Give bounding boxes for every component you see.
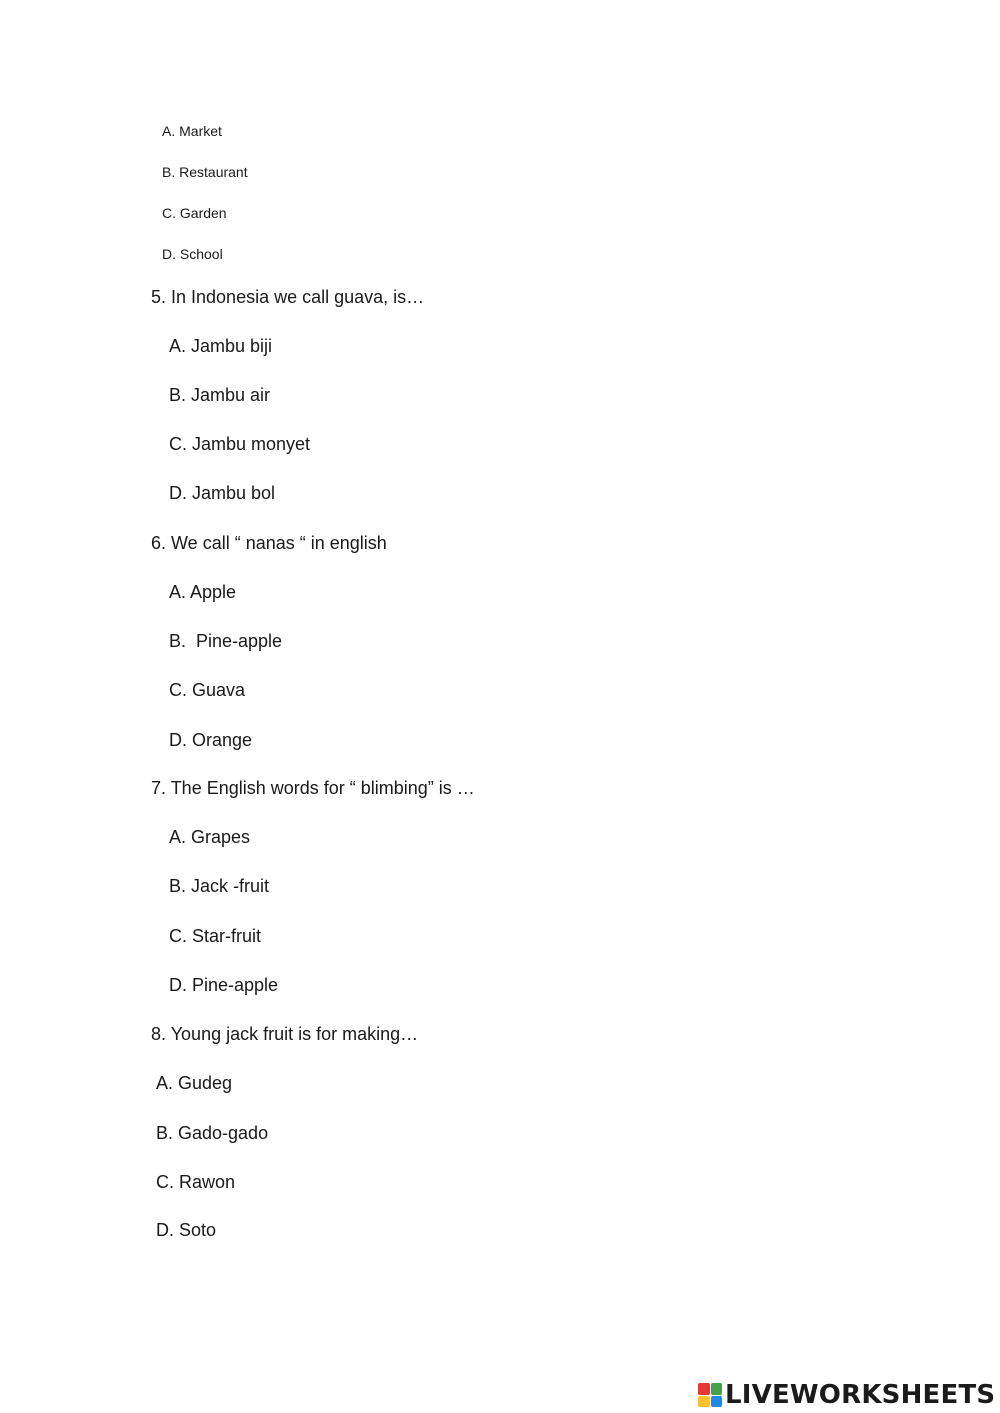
q5-option-a: A. Jambu biji: [169, 336, 273, 356]
logo-square-green: [711, 1383, 723, 1395]
logo-square-red: [698, 1383, 710, 1395]
q8-question: 8. Young jack fruit is for making…: [151, 1024, 419, 1044]
logo-square-blue: [711, 1396, 723, 1408]
q7-option-c: C. Star-fruit: [169, 926, 262, 946]
q6-option-a: A. Apple: [169, 582, 237, 602]
q8-option-a: A. Gudeg: [156, 1073, 233, 1093]
q8-option-b: B. Gado-gado: [156, 1123, 269, 1143]
q7-option-b: B. Jack -fruit: [169, 876, 270, 896]
q7-option-d: D. Pine-apple: [169, 975, 279, 995]
liveworksheets-logo: [698, 1378, 995, 1412]
q8-option-d: D. Soto: [156, 1220, 217, 1240]
q5-option-b: B. Jambu air: [169, 385, 271, 405]
q4-option-b: B. Restaurant: [162, 164, 248, 180]
q8-option-c: C. Rawon: [156, 1172, 236, 1192]
q4-option-d: D. School: [162, 246, 223, 262]
logo-text: LIVEWORKSHEETS: [725, 1380, 996, 1410]
q4-option-c: C. Garden: [162, 205, 227, 221]
q5-option-c: C. Jambu monyet: [169, 434, 311, 454]
q4-option-a: A. Market: [162, 123, 222, 139]
logo-squares-icon: [698, 1383, 722, 1407]
q7-question: 7. The English words for “ blimbing” is …: [151, 778, 475, 798]
q6-option-b: B. Pine-apple: [169, 631, 283, 651]
q6-option-d: D. Orange: [169, 730, 253, 750]
q7-option-a: A. Grapes: [169, 827, 251, 847]
q5-question: 5. In Indonesia we call guava, is…: [151, 287, 425, 307]
q5-option-d: D. Jambu bol: [169, 483, 276, 503]
q6-option-c: C. Guava: [169, 680, 246, 700]
logo-square-yellow: [698, 1396, 710, 1408]
q6-question: 6. We call “ nanas “ in english: [151, 533, 387, 553]
